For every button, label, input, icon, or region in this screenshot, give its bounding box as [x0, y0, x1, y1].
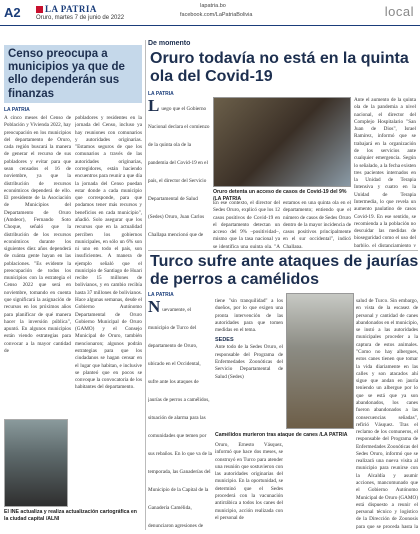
- article2-dropcap: N: [148, 298, 161, 316]
- article1-col2-text: En ese contexto, el director del Sedes Oruro, explicó que los 12 casos positivos de Covid-19 en el departamento detectan un acceso del 9% –positividad–, mismo que la tasa nacional ya se identifica una quinta ola. "A: [213, 200, 280, 248]
- left-article-col1: A cinco meses del Censo de Población y Vivienda 2022, hay preocupación en los municipios del departamento de Oruro, cada región buscará la manera de generar el recurso de sus pobladores y evitar para que sean censados el 16 de noviembre, ya que la distribución de recursos económicos dependerá de ello. El presidente de la Asociación de Municipios del Departamento de Oruro (Amdeor), Fernando Soto Choque, señaló que la distribución de los recursos económicos durante los siguientes diez años dependerá de cuánta gente hayan en las poblaciones. "Es evidente la preocupación de todos los municipios con la estrategia el Censo 2022 que será en noviembre, tomando en cuenta que significará la asignación de recursos en los próximos años para planificar de qué manera hacer la inversión pública", apuntó. En algunos municipios están viendo estrategias para convocar a la mayor cantidad de: [4, 115, 71, 354]
- left-article-title: Censo preocupa a municipios ya que de ello dependerán sus finanzas: [8, 48, 125, 100]
- article1-caption-text: Oruro detenta un acceso de casos de Covid-19 del 9%: [213, 189, 347, 195]
- article2-col4: [356, 298, 418, 530]
- article2-caption-text: Camélidos murieron tras ataque de canes: [215, 432, 318, 438]
- page-number: A2: [4, 5, 21, 20]
- article1-col3: [283, 200, 351, 248]
- newspaper-logo: [36, 4, 97, 14]
- social-link[interactable]: facebook.com/LaPatriaBolivia: [180, 12, 253, 18]
- article1-dropcap: L: [148, 97, 160, 115]
- article2-col3: [215, 442, 283, 530]
- section-label: local: [384, 4, 414, 19]
- article2-col2: [215, 298, 283, 430]
- article2-col2-text: tiene "sin tranquilidad" a los dueños, por lo que exigen una pronta intervención de las autoridades para que tomen medidas en el tema.: [215, 298, 283, 334]
- page-header: [0, 0, 420, 26]
- logo-mark-icon: [36, 6, 43, 13]
- article2-subhead: SEDES: [215, 337, 234, 344]
- article1-col3-text: estamos en una quinta ola en el departamento; entiendo que el número de casos de Sedes Oruro dentro de la mayor incidencia de casos positivos principalmente en el sur occidental", indicó Challapa.: [283, 200, 351, 248]
- article-divider: [148, 250, 418, 251]
- article2-caption: [215, 432, 353, 439]
- article1-kicker: De momento: [148, 40, 191, 47]
- article2-col3-text: Oruro, Ernesto Vásquez, informó que hace dos meses, se construyó en Turco para atender una reunión que sostuvieron con las autoridades originarias del municipio. En la oportunidad, se determinó que el Sedes procederá con la vacunación antirrábica a todos los canes del municipio, acción realizada con el personal de: [215, 442, 283, 521]
- article1-tag: LA PATRIA: [148, 91, 174, 97]
- article2-col4-text: salud de Turco. Sin embargo, en vista de la escasez de personal y cantidad de canes abandonados en el municipio, se instó a las autoridades municipales proceder a la captura de estos animales. "Como no hay albergues, estos canes tienen que tomar la vida diariamente en las calles y son atacados ahí sigue que andan en jauría teniendo un albergue por lo que se está que ya son abandonados, los canes fueron abandonados a las consecuencias señadas", refirió Vásquez. Tras el reclamo de los comuneros, el responsable del Programa de Enfermedades Zoonóticas del Sedes Oruro, informó que se realizará una nueva visita al municipio para reunirse con la Alcaldía y asumir acciones, mancomunado que el Gobierno Autónomo Municipal de Oruro (GAMO) está dispuesto a reunir el personal técnico y logístico de la Dirección de Zoonosis para que se proceda hasta la: [356, 298, 418, 530]
- article1-col2: [213, 200, 280, 248]
- left-article: [4, 45, 142, 530]
- article1-col4-text: Ante el aumento de la quinta ola de la pandemia a nivel nacional, el director del Complejo Hospitalario "San Juan de Dios", Israel Ramírez, informó que se trabajará en la organización de los servicios ante cualquier emergencia. Según lo señalado, a la fecha existen tres pacientes internados en la Unidad de Terapia Intensiva y cuatro en la Unidad de Terapia Intermedia, lo que revela un aumento paulatino de casos Covid-19. En ese sentido, se recomienda a la población no descuidar las medidas de bioseguridad como el uso del barbijo, el distanciamiento y: [354, 97, 416, 247]
- logo-text: LA PATRIA: [45, 4, 97, 14]
- column-divider: [145, 40, 146, 530]
- edition-date: Oruro, martes 7 de junio de 2022: [36, 15, 125, 21]
- left-article-columns: [4, 115, 142, 415]
- article1-caption-tag: /LA PATRIA: [213, 195, 242, 202]
- article1-col4: [354, 97, 416, 247]
- left-article-headline-box: [4, 45, 142, 103]
- article2-tag: LA PATRIA: [148, 292, 174, 298]
- article1-col1: [148, 97, 212, 247]
- article2-col1-text: uevamente, el municipio de Turco del departamento de Oruro, ubicado en el Occidental, sufre ante los ataques de jaurías de perros a camélidos, situación de alarma para las comunidades que temen por sus rebaños. En lo que va de la temporada, las Ganaderías del Municipio de la Capital de la Ganadería Camélida, denunciaron agresiones de: [148, 307, 212, 529]
- article1-col1-text: uego que el Gobierno Nacional declara el comienzo de la quinta ola de la pandemia del Covid-19 en el país, el director del Servicio Departamental de Salud (Sedes) Oruro, Juan Carlos Challapa mencionó que de: [148, 106, 210, 238]
- left-caption-text: El INE actualiza y realiza actualización cartográfica en la ciudad capital: [4, 509, 137, 522]
- article2-title: Turco sufre ante ataques de jaurías de perros a camélidos: [150, 253, 419, 288]
- left-article-caption: [4, 509, 142, 523]
- left-article-photo: [4, 419, 68, 507]
- article2-caption-tag: /LA PATRIA: [319, 432, 348, 438]
- left-article-tag: LA PATRIA: [4, 107, 30, 113]
- article1-photo: [213, 97, 351, 187]
- article1-title: Oruro todavía no está en la quinta ola del Covid-19: [150, 50, 409, 85]
- article2-col1: [148, 298, 212, 530]
- website-link[interactable]: lapatria.bo: [200, 3, 226, 9]
- article2-col2b-text: Ante todo de la Sedes Oruro, el responsable del Programa de Enfermedades Zoonóticas del Servicio Departamental de Salud (Sedes): [215, 344, 283, 380]
- article2-photo: [286, 293, 354, 429]
- left-caption-tag: /ALNI: [45, 515, 60, 522]
- left-article-col2: pobladores y residentes en la jornada del Censo, incluso ya hay reuniones con comunarios y autoridades originarias. "Estamos seguros de que los comunarios a través de las autoridades originarias, corregidores, están haciendo encuentros para reunir a que día la jornada del Censo puedan estar donde a cada municipio que corresponde, para que podamos tener más recursos y beneficios en cada municipio", añadió. Solo asegurar que los recursos que en la actualidad perciben los gobiernos municipales, en sólo un 6% son ni uno en todo el país, son insuficientes. A manera de ejemplo señaló que el municipio de Santiago de Huari recibe 15 millones de bolivianos, y en cambio recibía hasta 37 millones de bolivianos. Hace algunas semanas, desde el Gobierno Autónomo Departamental de Oruro Gobierno Municipal de Oruro (GAMO) y el Consejo Municipal de Oruro, también mencionaron; algunos podrán estrategias para que los ciudadanos se hagan censar en el lugar que habitan, e inclusive se planteó que en pocos se convoque la convocatoria de los habitantes del departamento.: [75, 115, 142, 391]
